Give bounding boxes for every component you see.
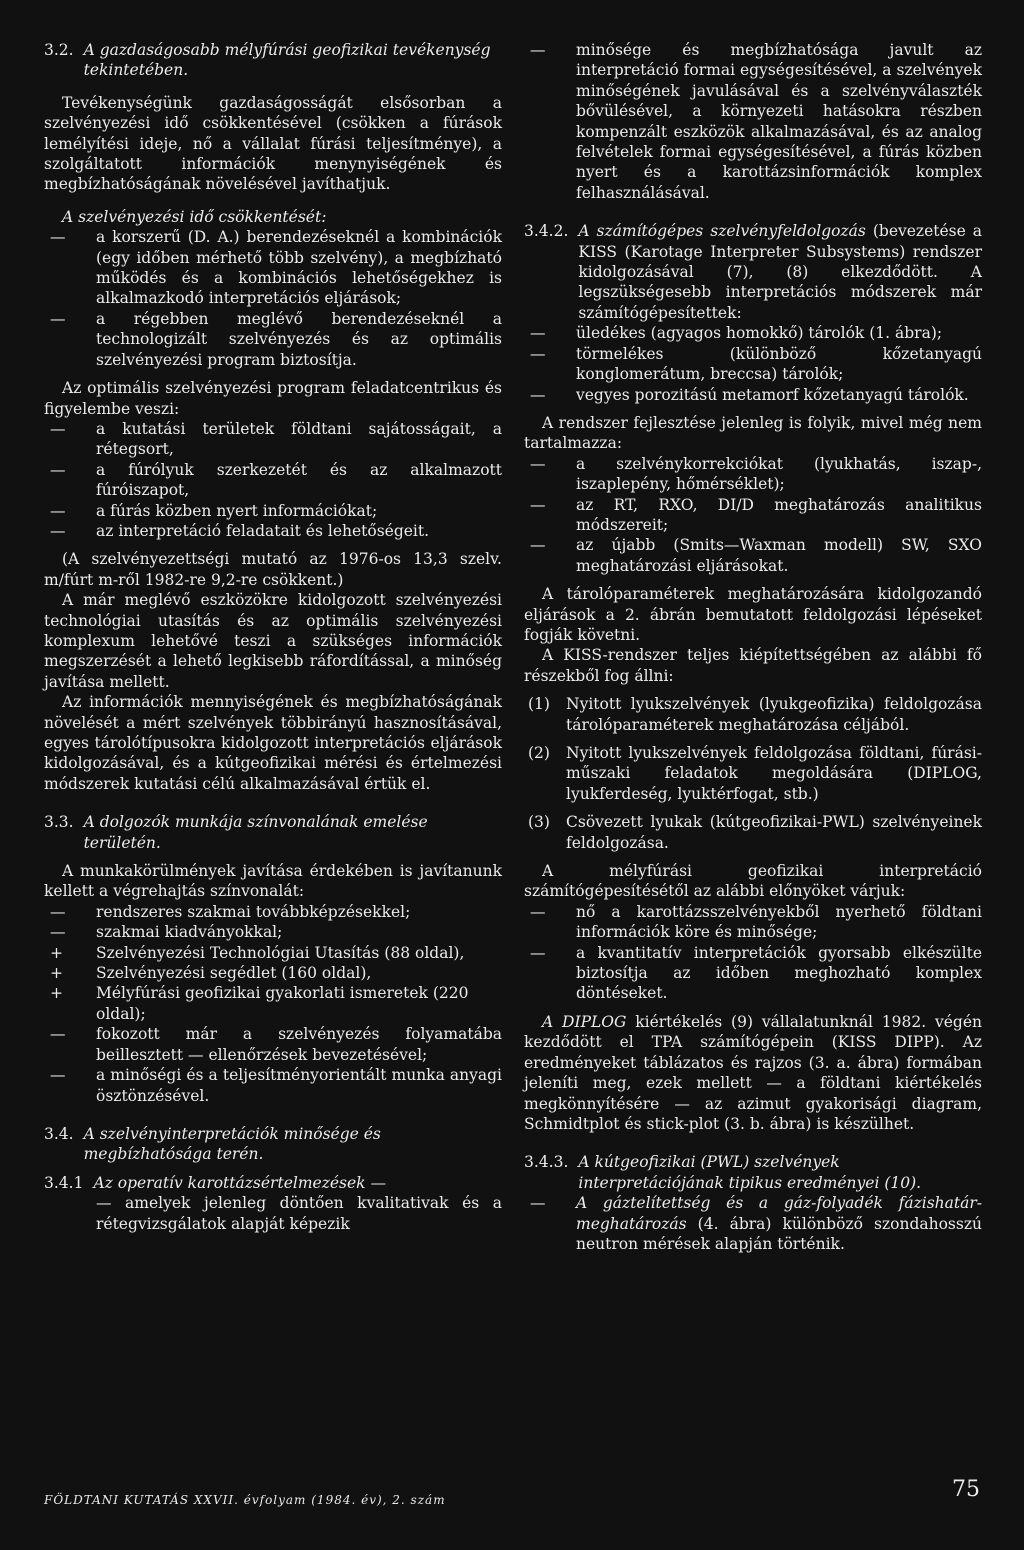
- list-item: — a korszerű (D. A.) berendezéseknél a kombinációk (egy időben mérhető több szelvény), a megbízható működés és a kombinációs lehetőségekhez is alkalmazkodó interpretációs eljárások;: [50, 228, 502, 308]
- section-number: 3.4.2.: [524, 222, 569, 241]
- list-item: — üledékes (agyagos homokkő) tárolók (1. ábra);: [530, 324, 943, 343]
- numbered-item: (3) Csövezett lyukak (kútgeofizikai-PWL) szelvényeinek feldolgozása.: [528, 813, 982, 852]
- section-heading-3-4-2: [524, 221, 982, 323]
- list-item: — a régebben meglévő berendezéseknél a technologizált szelvényezés és az optimális szelvényezési program biztosítja.: [50, 309, 502, 369]
- section-heading-3-4: [44, 1124, 502, 1165]
- section-number: 3.4.3.: [524, 1153, 569, 1172]
- paragraph: A DIPLOG kiértékelés (9) vállalatunknál 1982. végén kezdődött el TPA számítógépein (KISS DIPP). Az eredményeket táblázatos és rajzos (3. a. ábra) formában jeleníti meg, ezek mellett — a földtani kiértékelés megkönnyítésére — az azimut gyakorisági diagram, Schmidtplot és stick-plot (3. b. ábra) is készülhet.: [524, 1012, 982, 1133]
- paragraph: Tevékenységünk gazdaságosságát elsősorban a szelvényezési idő csökkentésével (csökken a fúrások lemélyítési ideje, nő a vállalat fúrási teljesítménye), a szolgáltatott információk menynyiségének és megbízhatóságának növelésével javíthatjuk.: [44, 93, 502, 194]
- paragraph: A rendszer fejlesztése jelenleg is folyik, mivel még nem tartalmazza:: [524, 413, 982, 453]
- paragraph: Az optimális szelvényezési program feladatcentrikus és figyelembe veszi:: [44, 379, 502, 418]
- list-item: — törmelékes (különböző kőzetanyagú konglomerátum, breccsa) tárolók;: [530, 344, 982, 384]
- section-heading-3-3: [44, 812, 502, 853]
- paragraph: (A szelvényezettségi mutató az 1976-os 13,3 szelv. m/fúrt m-ről 1982-re 9,2-re csökkent.): [44, 550, 502, 589]
- paragraph: A mélyfúrási geofizikai interpretáció számítógépesítésétől az alábbi előnyöket várjuk:: [524, 862, 982, 901]
- section-title: A kútgeofizikai (PWL) szelvények interpretációjának tipikus eredményei (10).: [578, 1153, 922, 1192]
- list-item: — minősége és megbízhatósága javult az interpretáció formai egységesítésével, a szelvények minőségének javulásával és a szelvényválaszték bővülésével, a környezeti hatásokra részben kompenzált eszközök alkalmazásával, és az analog felvételek formai egységesítésével, a fúrás közben nyert és a karottázsinformációk komplex felhasználásával.: [530, 41, 982, 202]
- numbered-item: (1) Nyitott lyukszelvények (lyukgeofizika) feldolgozása tárolóparaméterek meghatározása céljából.: [528, 695, 982, 734]
- section-title: A számítógépes szelvényfeldolgozás: [578, 222, 866, 241]
- section-number: 3.3.: [44, 813, 74, 832]
- left-column: [44, 40, 502, 1234]
- paragraph: A KISS-rendszer teljes kiépítettségében az alábbi fő részekből fog állni:: [524, 646, 982, 685]
- list-item: — A gáztelítettség és a gáz-folyadék fázishatár-meghatározás (4. ábra) különböző szondahosszú neutron mérések alapján történik.: [530, 1194, 982, 1253]
- list-item: — a kvantitatív interpretációk gyorsabb elkészülte biztosítja az időben meghozható komplex döntéseket.: [530, 943, 982, 1003]
- section-title: A dolgozók munkája színvonalának emelése területén.: [83, 813, 428, 852]
- section-title: A szelvényinterpretációk minősége és megbízhatósága terén.: [83, 1124, 381, 1164]
- paragraph: Az információk mennyiségének és megbízhatóságának növelését a mért szelvények többirányú hasznosításával, egyes tárolótípusokra kidolgozott interpretációs eljárások kidolgozásával, és a kútgeofizikai mérési és értelmezési módszerek kutatási célú alkalmazásával értük el.: [44, 693, 502, 793]
- section-heading-3-4-3: [524, 1152, 982, 1193]
- page-footer: [44, 1477, 980, 1510]
- list-item: — az újabb (Smits—Waxman modell) SW, SXO meghatározási eljárásokat.: [530, 536, 982, 575]
- list-item: — fokozott már a szelvényezés folyamatába beillesztett — ellenőrzések bevezetésével;: [50, 1025, 502, 1064]
- section-heading-3-4-1: [44, 1173, 502, 1193]
- list-item: — vegyes porozitású metamorf kőzetanyagú tárolók.: [530, 385, 969, 404]
- sub-list-item: + Szelvényezési Technológiai Utasítás (88 oldal),: [50, 943, 465, 962]
- sub-list-item: + Mélyfúrási geofizikai gyakorlati ismeretek (220 oldal);: [50, 984, 469, 1023]
- paragraph: A tárolóparaméterek meghatározására kidolgozandó eljárások a 2. ábrán bemutatott feldolgozási lépéseket fogják követni.: [524, 585, 982, 644]
- paragraph: A munkakörülmények javítása érdekében is javítanunk kellett a végrehajtás színvonalát:: [44, 862, 502, 901]
- right-column: [524, 40, 982, 1254]
- numbered-item: (2) Nyitott lyukszelvények feldolgozása földtani, fúrási-műszaki feladatok megoldására (DIPLOG, lyukferdeség, lyuktérfogat, stb.): [528, 744, 982, 803]
- list-item: — az RT, RXO, DI/D meghatározás analitikus módszereit;: [530, 495, 982, 534]
- list-item: — a kutatási területek földtani sajátosságait, a rétegsort,: [50, 419, 502, 459]
- section-title: A gazdaságosabb mélyfúrási geofizikai tevékenység tekintetében.: [83, 41, 491, 80]
- list-item: — a fúrás közben nyert információkat;: [50, 501, 378, 520]
- list-item: — szakmai kiadványokkal;: [50, 923, 283, 942]
- section-title: Az operatív karottázsértelmezések —: [93, 1173, 386, 1192]
- journal-citation: FÖLDTANI KUTATÁS XXVII. évfolyam (1984. év), 2. szám: [44, 1493, 446, 1507]
- section-number: 3.4.1: [44, 1173, 84, 1192]
- section-number: 3.4.: [44, 1124, 74, 1143]
- paragraph: — amelyek jelenleg döntően kvalitativak és a rétegvizsgálatok alapját képezik: [96, 1194, 502, 1233]
- list-item: — a fúrólyuk szerkezetét és az alkalmazott fúróiszapot,: [50, 460, 502, 500]
- paragraph-lead: A szelvényezési idő csökkentését:: [62, 207, 327, 226]
- section-number: 3.2.: [44, 41, 74, 59]
- list-item: — nő a karottázsszelvényekből nyerhető földtani információk köre és minősége;: [530, 902, 982, 942]
- list-item: — az interpretáció feladatait és lehetőségeit.: [50, 521, 430, 540]
- list-item: — rendszeres szakmai továbbképzésekkel;: [50, 902, 411, 921]
- paragraph: A már meglévő eszközökre kidolgozott szelvényezési technológiai utasítás és az optimális szelvényezési komplexum lehetővé teszi a szükséges információk megszerzését a lehető legkisebb ráfordítással, a minőség javítása mellett.: [44, 591, 502, 691]
- section-heading-3-2: [44, 40, 502, 81]
- page-number: 75: [952, 1477, 980, 1502]
- sub-list-item: + Szelvényezési segédlet (160 oldal),: [50, 964, 372, 983]
- section-text: (bevezetése a KISS (Karotage Interpreter Subsystems) rendszer kidolgozásával (7), (8) elkezdődött. A legszükségesebb interpretációs módszerek már számítógépesítettek:: [578, 222, 982, 322]
- list-item: — a szelvénykorrekciókat (lyukhatás, iszap-, iszaplepény, hőmérséklet);: [530, 454, 982, 494]
- list-item: — a minőségi és a teljesítményorientált munka anyagi ösztönzésével.: [50, 1066, 502, 1105]
